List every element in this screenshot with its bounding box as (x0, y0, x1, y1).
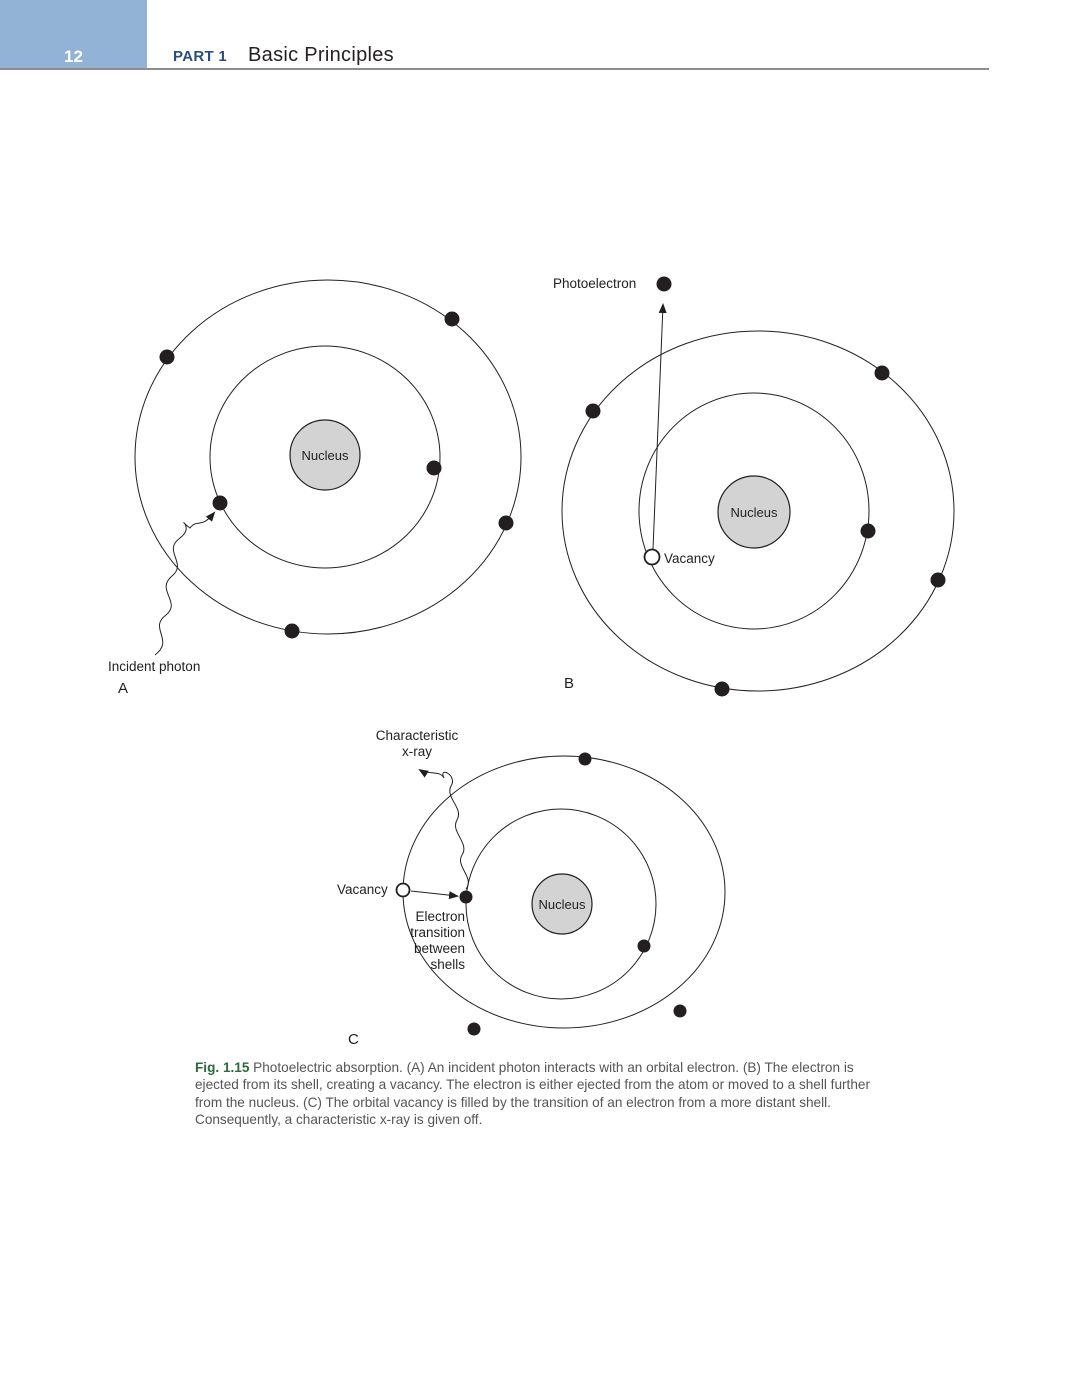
electron-a-2 (445, 312, 460, 327)
electron-a-1 (160, 350, 175, 365)
nucleus-label-b: Nucleus (730, 505, 778, 520)
panel-c (337, 728, 725, 1048)
electron-a-3 (499, 516, 514, 531)
incident-photon-label: Incident photon (108, 659, 201, 674)
page-number: 12 (64, 47, 83, 66)
panel-b-label: B (564, 675, 575, 692)
electron-b-3 (931, 573, 946, 588)
xray-label-line1: Characteristic (375, 728, 459, 743)
part-label: PART 1 (173, 48, 228, 65)
vacancy-c (397, 884, 410, 897)
electron-c-5 (460, 891, 473, 904)
xray-label-line2: x-ray (402, 744, 432, 759)
figure-caption (195, 1059, 871, 1128)
electron-a-6 (213, 496, 228, 511)
photoelectron-path (653, 305, 663, 549)
electron-b-5 (861, 524, 876, 539)
electron-b-1 (586, 404, 601, 419)
electron-b-2 (875, 366, 890, 381)
nucleus-label-a: Nucleus (301, 448, 349, 463)
transition-label-line4: shells (430, 957, 465, 972)
electron-a-4 (285, 624, 300, 639)
panel-a-label: A (118, 680, 129, 697)
nucleus-label-c: Nucleus (538, 897, 586, 912)
panel-b (553, 276, 954, 697)
electron-b-4 (715, 682, 730, 697)
vacancy-label-b: Vacancy (664, 551, 715, 566)
electron-c-2 (674, 1005, 687, 1018)
electron-c-4 (638, 940, 651, 953)
electron-c-1 (579, 753, 592, 766)
panel-a (108, 280, 521, 697)
incident-photon-wave (155, 513, 214, 655)
section-title: Basic Principles (248, 44, 394, 66)
figure-caption-label: Fig. 1.15 (195, 1060, 250, 1075)
panel-c-label: C (348, 1031, 359, 1048)
photoelectron-label: Photoelectron (553, 276, 637, 291)
transition-label-line3: between (413, 941, 465, 956)
vacancy-label-c: Vacancy (337, 882, 388, 897)
transition-label-line2: transition (410, 925, 465, 940)
figure-caption-text: Photoelectric absorption. (A) An incident photon interacts with an orbital electron. (B) The electron is ejected from its shell, creating a vacancy. The electron is either ejected from the atom or moved to a shell further from the nucleus. (C) The orbital vacancy is filled by the transition of an electron from a more distant shell. Consequently, a characteristic x-ray is given off. (195, 1060, 870, 1127)
photoelectron (657, 277, 672, 292)
electron-a-5 (427, 461, 442, 476)
transition-label-line1: Electron (415, 909, 465, 924)
vacancy-b (645, 550, 660, 565)
electron-transition-arrow (411, 891, 457, 896)
electron-c-3 (468, 1023, 481, 1036)
